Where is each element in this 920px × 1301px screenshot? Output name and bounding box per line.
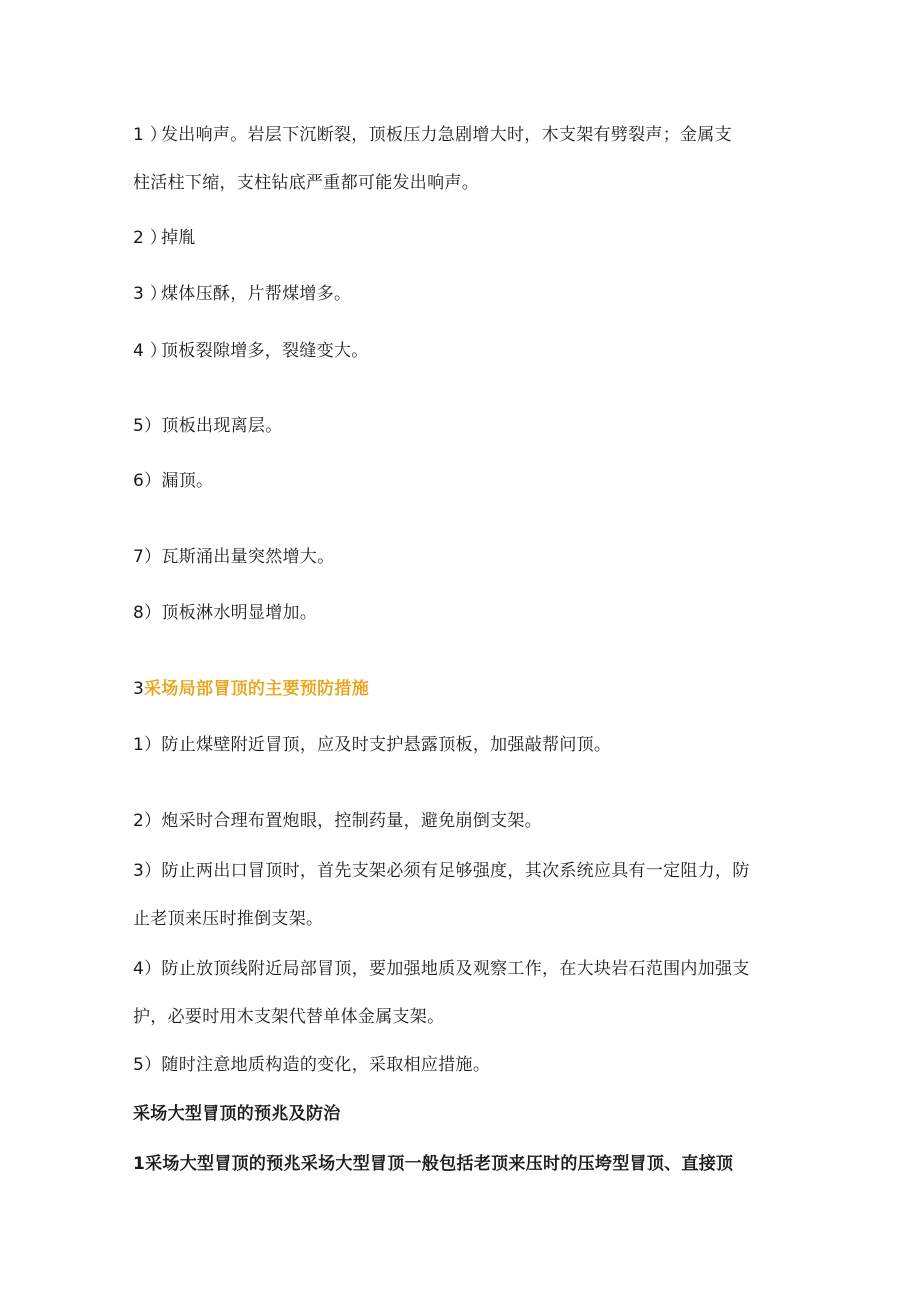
item-text: 随时注意地质构造的变化，采取相应措施。 [161,1055,491,1075]
item-number: 2 ） [133,228,168,248]
list-item [133,283,351,305]
list-item [133,602,317,624]
bold-paragraph: 1采场大型冒顶的预兆采场大型冒顶一般包括老顶来压时的压垮型冒顶、直接顶 [133,1154,734,1174]
item-text: 煤体压酥，片帮煤增多。 [161,284,352,304]
measure-item [133,810,542,832]
list-item [133,546,334,568]
item-text: 掉胤 [161,228,196,248]
list-item [133,227,196,249]
section-number: 3 [133,679,145,699]
item-number: 2） [133,811,162,831]
item-text: 发出响声。岩层下沉断裂，顶板压力急剧增大时，木支架有劈裂声；金属支 [161,125,732,145]
list-item [133,124,732,146]
item-text: 漏顶。 [161,471,214,491]
item-text: 顶板出现离层。 [161,416,283,436]
item-text: 防止煤壁附近冒顶，应及时支护悬露顶板，加强敲帮问顶。 [161,735,612,755]
item-number: 4 ） [133,341,168,361]
measure-item [133,1054,490,1076]
item-text: 顶板淋水明显增加。 [161,603,318,623]
item-number: 1 ） [133,125,168,145]
item-number: 5） [133,1055,162,1075]
list-item [133,340,369,362]
item-text: 炮采时合理布置炮眼，控制药量，避免崩倒支架。 [161,811,543,831]
item-text: 瓦斯涌出量突然增大。 [161,547,335,567]
measure-item-continuation [133,1006,444,1028]
item-number: 7） [133,547,162,567]
item-number: 5） [133,416,162,436]
item-text: 护，必要时用木支架代替单体金属支架。 [133,1007,445,1027]
section-heading [133,678,369,700]
subsection-heading: 采场大型冒顶的预兆及防治 [133,1104,341,1124]
item-number: 1） [133,735,162,755]
list-item [133,415,283,437]
item-text: 防止两出口冒顶时，首先支架必须有足够强度，其次系统应具有一定阻力，防 [161,861,750,881]
item-number: 6） [133,471,162,491]
item-text: 顶板裂隙增多，裂缝变大。 [161,341,369,361]
measure-item-continuation [133,908,323,930]
item-number: 8） [133,603,162,623]
list-item [133,470,213,492]
measure-item [133,958,750,980]
measure-item [133,860,750,882]
item-text: 止老顶来压时推倒支架。 [133,909,324,929]
measure-item [133,734,611,756]
list-item-continuation [133,172,479,194]
section-title: 采场局部冒顶的主要预防措施 [144,679,370,699]
item-text: 柱活柱下缩，支柱钻底严重都可能发出响声。 [133,173,479,193]
item-text: 防止放顶线附近局部冒顶，要加强地质及观察工作，在大块岩石范围内加强支 [161,959,750,979]
item-number: 3 ） [133,284,168,304]
item-number: 3） [133,861,162,881]
item-number: 4） [133,959,162,979]
